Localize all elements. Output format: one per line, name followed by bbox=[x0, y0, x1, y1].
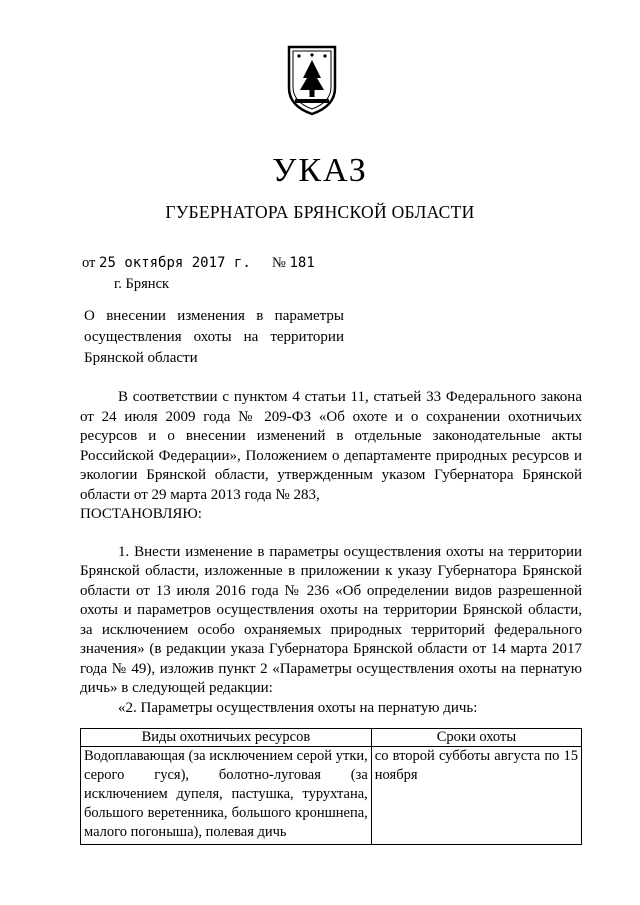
number-value: 181 bbox=[289, 255, 315, 271]
city: г. Брянск bbox=[114, 276, 170, 292]
table-cell: Водоплавающая (за исключением серой утки, серого гуся), болотно-луговая (за исключением дупеля, пастушка, турухтана, большого веретенника, большого кроншнепа, малого погоныша), полевая дичь bbox=[81, 747, 372, 845]
subject-line: Брянской области bbox=[84, 350, 198, 366]
document-title: УКАЗ bbox=[272, 152, 368, 189]
subject-block bbox=[84, 306, 344, 369]
table-header-row bbox=[81, 729, 582, 747]
hunting-parameters-table bbox=[80, 728, 582, 845]
date-prefix: от bbox=[82, 255, 96, 271]
decree-word: ПОСТАНОВЛЯЮ: bbox=[80, 506, 202, 522]
item-1-paragraph: 1. Внести изменение в параметры осуществления охоты на территории Брянской области, изложенные в приложении к указу Губернатора Брянской области от 13 июля 2016 года № 236 «Об определении видов разрешенной охоты и параметров осуществления охоты на территории Брянской области, за исключением особо охраняемых природных территорий федерального значения» (в редакции указа Губернатора Брянской области от 14 марта 2017 года № 49), изложив пункт 2 «Параметры осуществления охоты на пернатую дичь» в следующей редакции: bbox=[80, 543, 582, 696]
preamble-paragraph: В соответствии с пунктом 4 статьи 11, статьей 33 Федерального закона от 24 июля 2009 года № 209-ФЗ «Об охоте и о сохранении охотничьих ресурсов и о внесении изменений в отдельные законодательные акты Российской Федерации», Положением о департаменте природных ресурсов и экологии Брянской области, утвержденным указом Губернатора Брянской области от 29 марта 2013 года № 283, bbox=[80, 389, 582, 503]
date-line bbox=[82, 255, 315, 272]
subject-line: О внесении изменения в параметры bbox=[84, 308, 344, 324]
document-body bbox=[80, 388, 582, 845]
coat-of-arms-emblem bbox=[286, 44, 338, 116]
table-row bbox=[81, 747, 582, 845]
subject-line: осуществления охоты на территории bbox=[84, 329, 344, 345]
quote-heading: «2. Параметры осуществления охоты на пернатую дичь: bbox=[118, 699, 478, 716]
table-header-cell: Сроки охоты bbox=[371, 729, 581, 747]
date-value: 25 октября 2017 г. bbox=[99, 255, 251, 271]
table-header-cell: Виды охотничьих ресурсов bbox=[81, 729, 372, 747]
number-prefix: № bbox=[272, 255, 286, 271]
document-subtitle: ГУБЕРНАТОРА БРЯНСКОЙ ОБЛАСТИ bbox=[165, 202, 475, 222]
table-cell: со второй субботы августа по 15 ноября bbox=[371, 747, 581, 845]
